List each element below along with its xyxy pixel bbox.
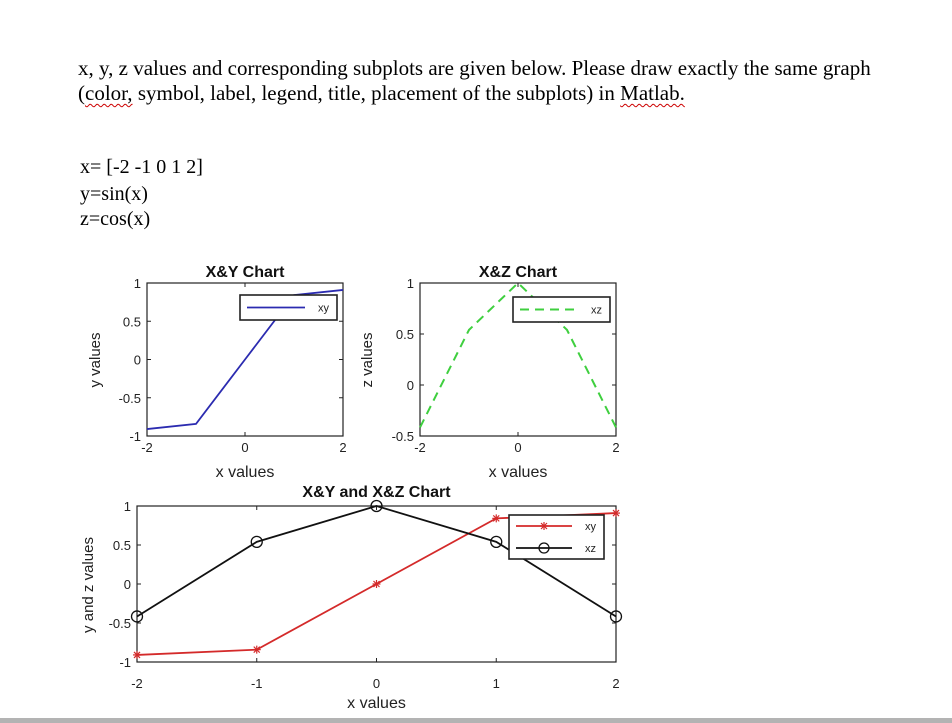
spell-flag-color: color,	[85, 81, 133, 105]
chart2-y-tick-label-1: 0	[406, 378, 414, 393]
chart3-series-xy-point-4	[612, 509, 620, 517]
chart3-y-axis-label: y and z values	[80, 537, 97, 633]
chart3-x-tick-label-4: 2	[612, 676, 620, 691]
chart1-y-tick-label-0: -1	[129, 429, 141, 444]
chart2-y-tick-label-2: 0.5	[395, 327, 414, 342]
chart2-x-tick-label-2: 2	[612, 440, 620, 455]
chart3-legend-label-xy: xy	[585, 521, 596, 533]
chart3-legend-label-xz: xz	[585, 543, 596, 555]
chart2-y-tick-label-0: -0.5	[391, 429, 414, 444]
chart3-y-tick-label-3: 0.5	[112, 538, 131, 553]
chart1-y-axis-label: y values	[87, 332, 104, 388]
question-line-1: x, y, z values and corresponding subplots are given below. Please draw exactly the same graph	[78, 56, 871, 80]
spell-flag-matlab: Matlab.	[620, 81, 685, 105]
chart1-y-tick-label-4: 1	[133, 276, 141, 291]
chart1-x-tick-label-1: 0	[241, 440, 249, 455]
chart3-y-tick-label-0: -1	[119, 655, 131, 670]
chart1-y-tick-label-3: 0.5	[122, 314, 141, 330]
chart3-x-tick-label-2: 0	[372, 676, 381, 691]
chart2-y-axis-label: z values	[359, 332, 376, 388]
chart1-x-tick-label-2: 2	[339, 440, 347, 455]
question-line-2-mid: symbol, label, legend, title, placement of the subplots) in	[132, 81, 621, 105]
chart3-x-tick-label-3: 1	[492, 676, 500, 691]
code-line-y: y=sin(x)	[80, 183, 148, 205]
chart3-series-xy-point-3	[492, 514, 500, 522]
chart1-y-tick-label-1: -0.5	[118, 390, 141, 406]
chart1-x-axis-label: x values	[215, 464, 275, 481]
chart1-title: X&Y Chart	[205, 264, 285, 281]
code-line-z: z=cos(x)	[80, 208, 151, 230]
chart3-x-axis-label: x values	[347, 695, 406, 712]
chart2-legend-label-xz: xz	[591, 304, 602, 317]
chart3-x-tick-label-1: -1	[250, 676, 263, 691]
chart3-series-xy-point-1	[253, 646, 261, 654]
chart3-y-tick-label-2: 0	[123, 577, 131, 592]
page-bottom-rule	[0, 718, 952, 723]
chart3-series-xy-point-0	[133, 651, 141, 659]
chart3-title: X&Y and X&Z Chart	[302, 484, 451, 501]
chart2-x-tick-label-1: 0	[514, 440, 522, 455]
chart3-legend-marker-xy	[540, 522, 548, 530]
chart1-x-tick-label-0: -2	[141, 440, 153, 455]
chart2-x-axis-label: x values	[488, 464, 548, 481]
chart2-y-tick-label-3: 1	[406, 276, 414, 291]
code-line-x: x= [-2 -1 0 1 2]	[80, 156, 203, 178]
chart2-x-tick-label-0: -2	[414, 440, 426, 455]
question-line-2-pre: (	[78, 81, 85, 105]
chart1-y-tick-label-2: 0	[133, 352, 141, 368]
chart3-y-tick-label-1: -0.5	[108, 616, 131, 631]
chart3-series-xy-point-2	[373, 580, 381, 588]
chart1-legend-label-xy: xy	[318, 302, 329, 315]
chart2-title: X&Z Chart	[478, 264, 558, 281]
chart3-x-tick-label-0: -2	[131, 676, 143, 691]
chart3-y-tick-label-4: 1	[123, 499, 131, 514]
